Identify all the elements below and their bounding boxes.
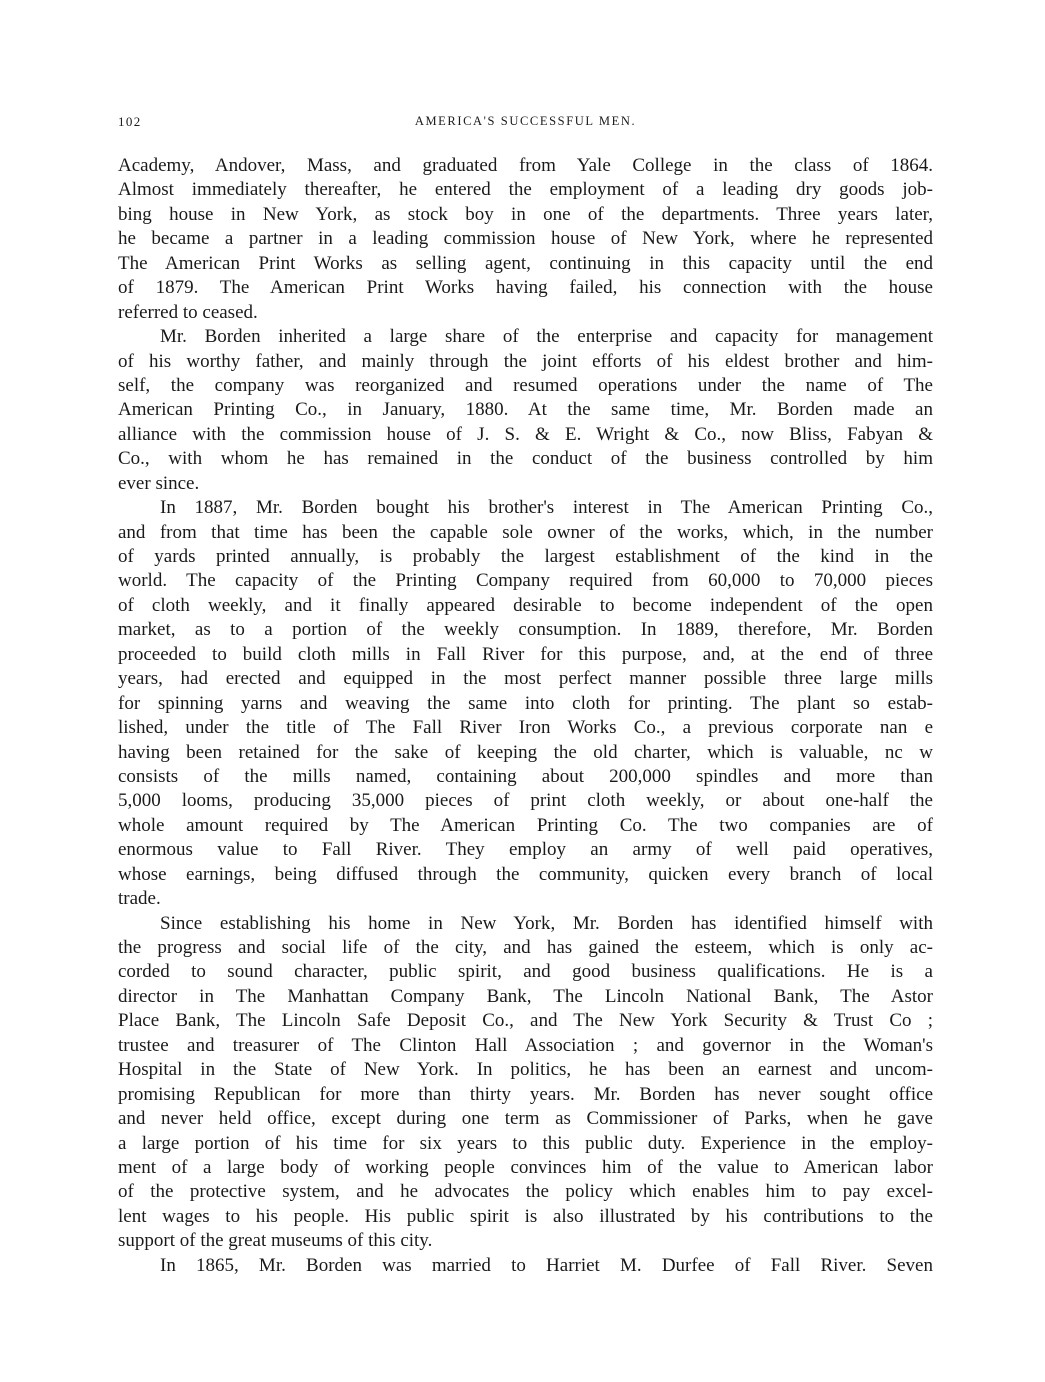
text-line: American Printing Co., in January, 1880. At the same time, Mr. Borden made an bbox=[118, 399, 933, 421]
running-head: AMERICA'S SUCCESSFUL MEN. bbox=[414, 114, 637, 128]
text-line: trustee and treasurer of The Clinton Hall Association ; and governor in the Woman's bbox=[118, 1034, 933, 1056]
text-line: years, had erected and equipped in the most perfect manner possible three large mills bbox=[118, 668, 933, 690]
text-line: consists of the mills named, containing about 200,000 spindles and more than bbox=[118, 765, 933, 787]
text-line: ever since. bbox=[118, 472, 200, 494]
text-line: enormous value to Fall River. They employ an army of well paid operatives, bbox=[118, 839, 933, 861]
page-number: 102 bbox=[118, 114, 142, 129]
text-line: alliance with the commission house of J. S. & E. Wright & Co., now Bliss, Fabyan & bbox=[118, 423, 933, 445]
body-text bbox=[118, 154, 933, 1278]
text-line: and never held office, except during one term as Commissioner of Parks, when he gave bbox=[118, 1108, 933, 1130]
text-line: Almost immediately thereafter, he entered the employment of a leading dry goods job- bbox=[118, 179, 933, 201]
text-line: of yards printed annually, is probably the largest establishment of the kind in the bbox=[118, 546, 933, 567]
text-line: 5,000 looms, producing 35,000 pieces of print cloth weekly, or about one-half the bbox=[118, 790, 933, 812]
text-line: referred to ceased. bbox=[118, 301, 258, 323]
text-line: whole amount required by The American Printing Co. The two companies are of bbox=[118, 814, 933, 836]
text-line: self, the company was reorganized and resumed operations under the name of The bbox=[118, 374, 933, 396]
text-line: ment of a large body of working people convinces him of the value to American labor bbox=[118, 1156, 933, 1178]
paragraph-first-line: In 1887, Mr. Borden bought his brother's interest in The American Printing Co., bbox=[160, 497, 933, 519]
text-line: for spinning yarns and weaving the same into cloth for printing. The plant so estab- bbox=[118, 692, 933, 714]
text-line: support of the great museums of this city. bbox=[118, 1230, 433, 1252]
text-line: corded to sound character, public spirit, and good business qualifications. He is a bbox=[118, 961, 933, 983]
page-header bbox=[118, 114, 933, 138]
text-line: of his worthy father, and mainly through the joint efforts of his eldest brother and him- bbox=[118, 350, 933, 372]
text-line: world. The capacity of the Printing Company required from 60,000 to 70,000 pieces bbox=[118, 570, 933, 592]
text-line: Academy, Andover, Mass, and graduated from Yale College in the class of 1864. bbox=[118, 155, 933, 176]
text-line: lent wages to his people. His public spirit is also illustrated by his contributions to the bbox=[118, 1205, 933, 1227]
text-line: the progress and social life of the city, and has gained the esteem, which is only ac- bbox=[118, 937, 933, 958]
text-line: lished, under the title of The Fall River Iron Works Co., a previous corporate nan e bbox=[118, 717, 933, 739]
paragraph-first-line: Mr. Borden inherited a large share of the enterprise and capacity for management bbox=[160, 326, 933, 348]
text-line: of cloth weekly, and it finally appeared desirable to become independent of the open bbox=[118, 594, 933, 616]
text-line: The American Print Works as selling agent, continuing in this capacity until the end bbox=[118, 252, 933, 274]
text-line: director in The Manhattan Company Bank, The Lincoln National Bank, The Astor bbox=[118, 985, 933, 1007]
text-line: a large portion of his time for six years to this public duty. Experience in the employ- bbox=[118, 1132, 933, 1154]
text-line: market, as to a portion of the weekly consumption. In 1889, therefore, Mr. Borden bbox=[118, 619, 933, 641]
text-line: trade. bbox=[118, 888, 161, 910]
text-line: he became a partner in a leading commission house of New York, where he represented bbox=[118, 228, 933, 250]
text-line: Place Bank, The Lincoln Safe Deposit Co., and The New York Security & Trust Co ; bbox=[118, 1010, 933, 1032]
paragraph-first-line: In 1865, Mr. Borden was married to Harriet M. Durfee of Fall River. Seven bbox=[160, 1254, 933, 1276]
text-line: of 1879. The American Print Works having failed, his connection with the house bbox=[118, 277, 933, 299]
text-line: bing house in New York, as stock boy in one of the departments. Three years later, bbox=[118, 203, 933, 225]
text-line: having been retained for the sake of keeping the old charter, which is valuable, nc w bbox=[118, 741, 933, 763]
text-line: of the protective system, and he advocates the policy which enables him to pay excel- bbox=[118, 1181, 933, 1203]
text-line: Hospital in the State of New York. In politics, he has been an earnest and uncom- bbox=[118, 1059, 933, 1081]
paragraph-first-line: Since establishing his home in New York, Mr. Borden has identified himself with bbox=[160, 912, 933, 934]
text-line: proceeded to build cloth mills in Fall River for this purpose, and, at the end of three bbox=[118, 643, 933, 665]
text-line: Co., with whom he has remained in the conduct of the business controlled by him bbox=[118, 448, 933, 470]
text-line: and from that time has been the capable sole owner of the works, which, in the number bbox=[118, 521, 933, 543]
text-line: promising Republican for more than thirty years. Mr. Borden has never sought office bbox=[118, 1083, 933, 1105]
text-line: whose earnings, being diffused through the community, quicken every branch of local bbox=[118, 863, 933, 885]
